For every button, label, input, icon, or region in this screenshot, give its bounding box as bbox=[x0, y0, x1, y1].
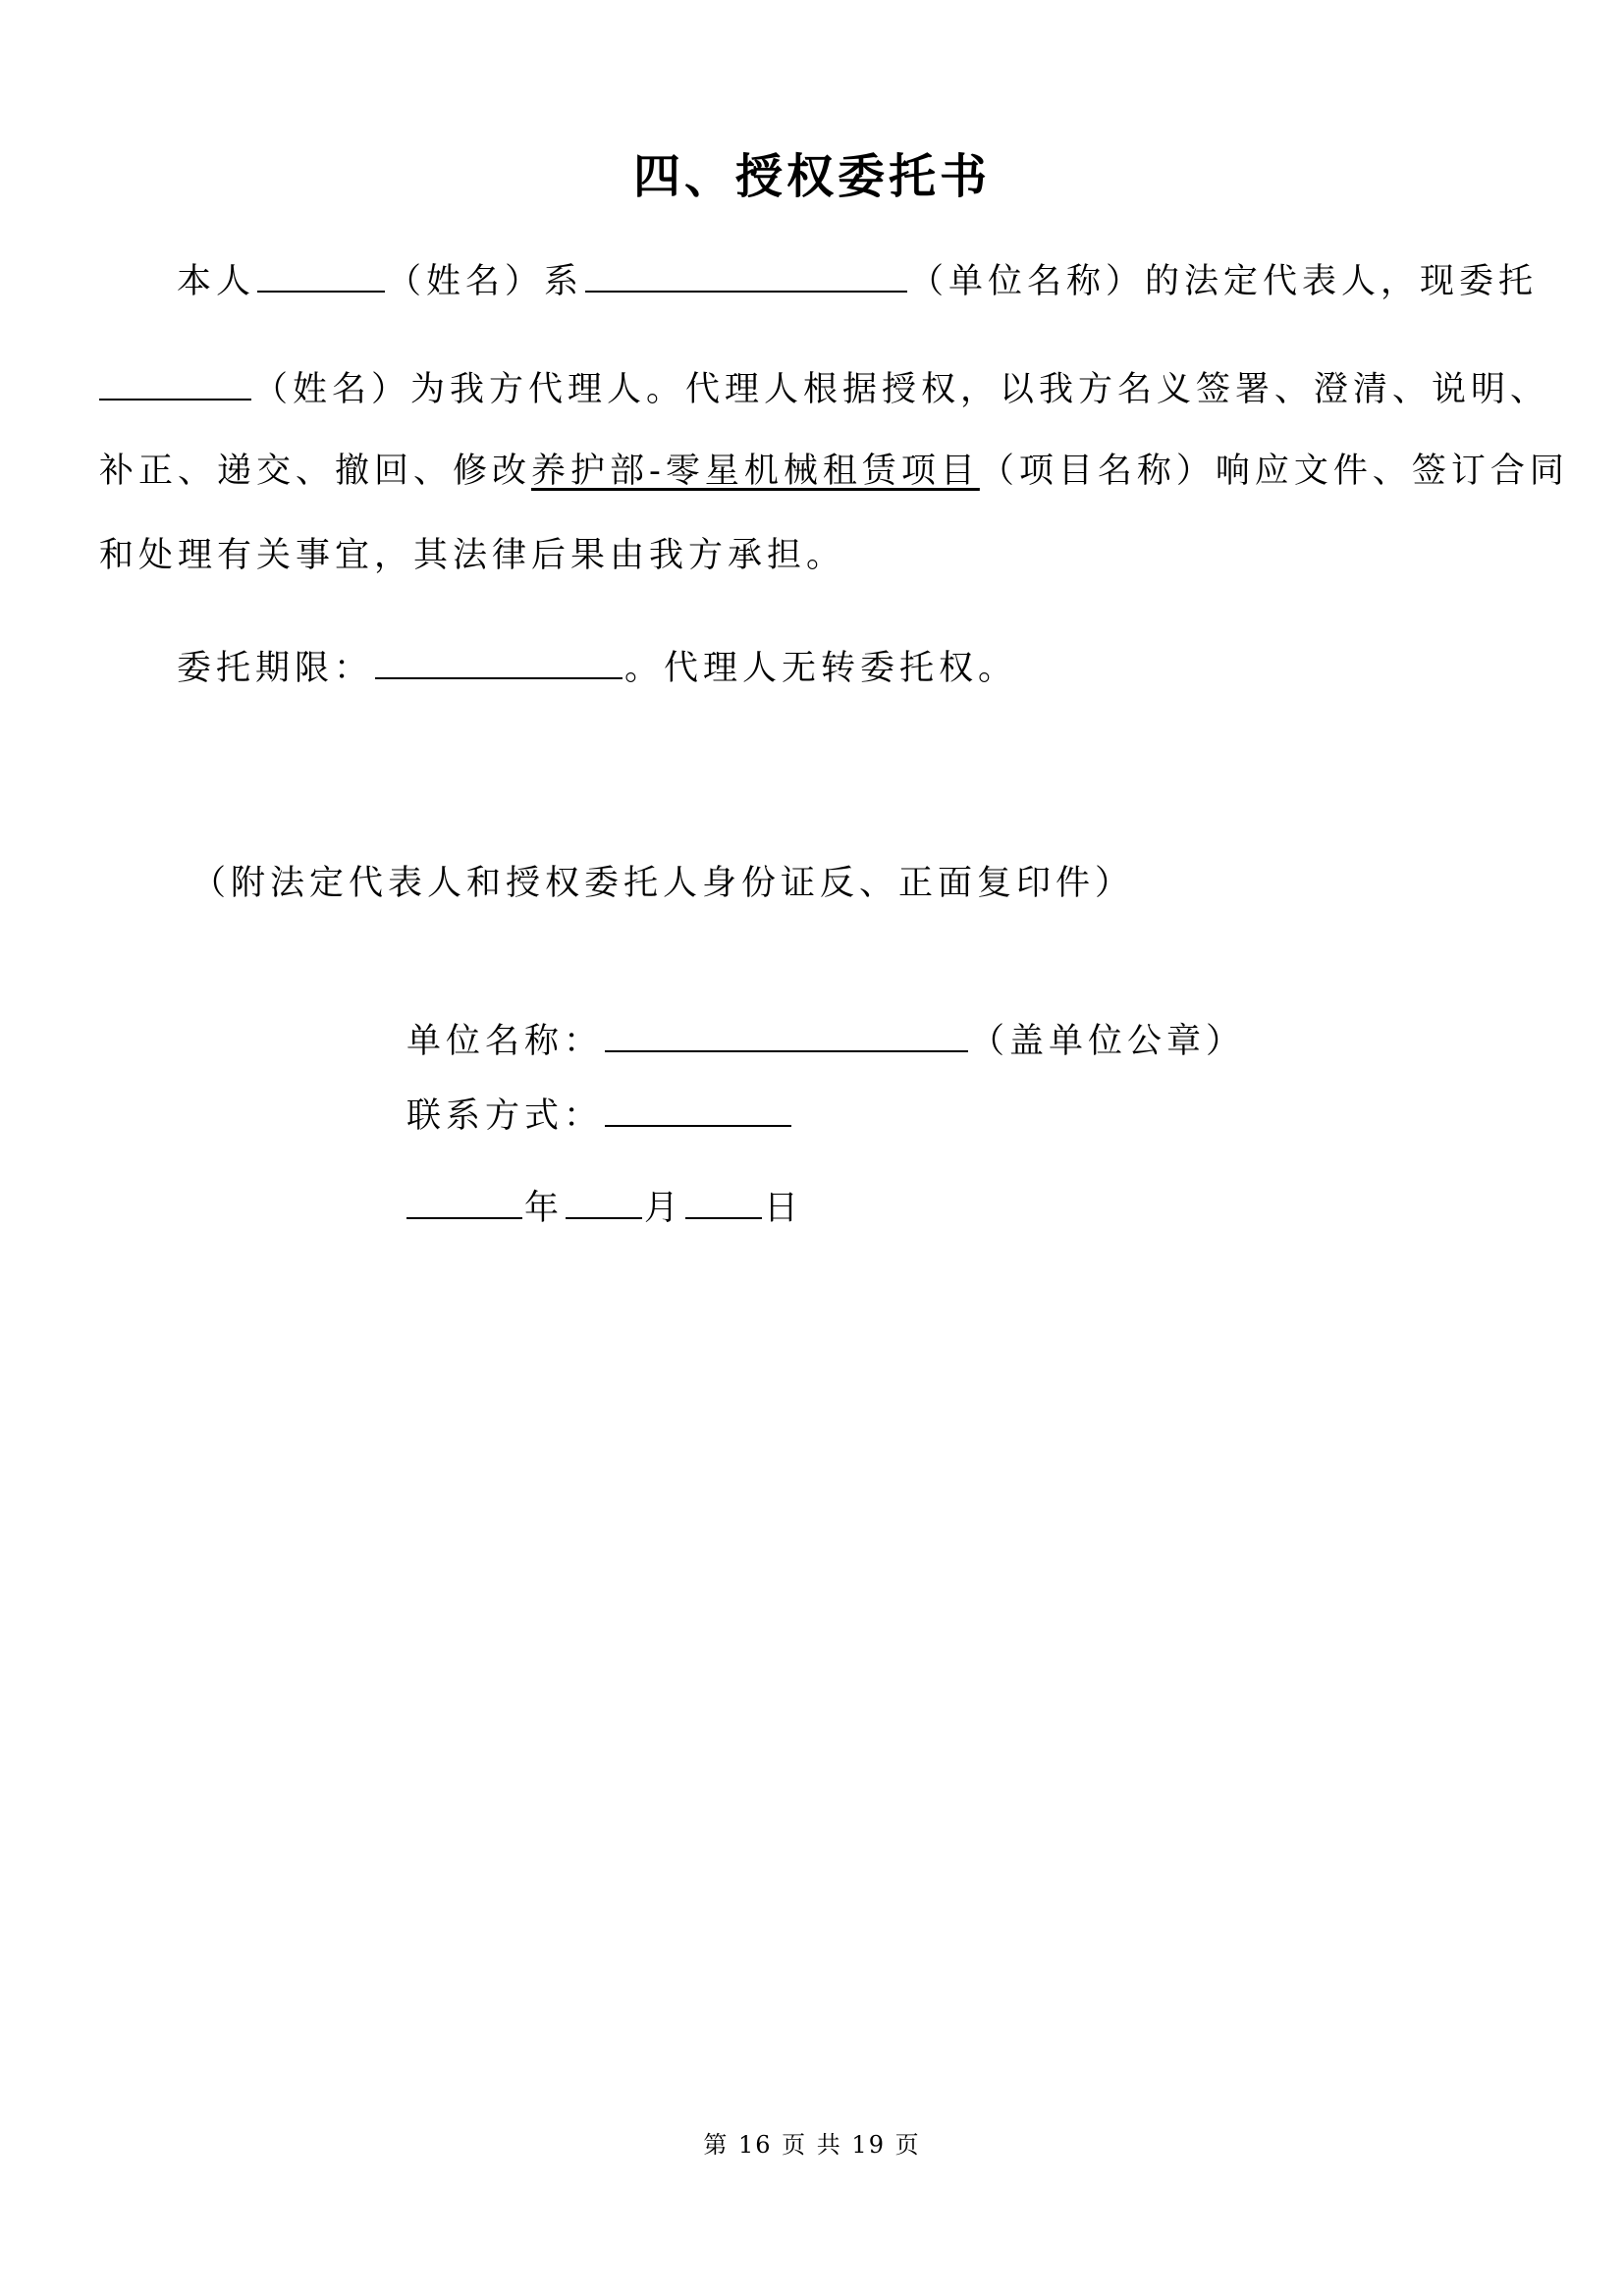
date-line bbox=[406, 1184, 803, 1230]
attachment-note: （附法定代表人和授权委托人身份证反、正面复印件） bbox=[191, 864, 1135, 903]
contact-blank[interactable] bbox=[605, 1092, 791, 1127]
term-line bbox=[177, 644, 1017, 690]
text-segment: 补正、递交、撤回、修改 bbox=[99, 452, 532, 491]
term-blank[interactable] bbox=[375, 644, 623, 679]
paragraph-4 bbox=[99, 534, 845, 577]
year-blank[interactable] bbox=[406, 1184, 522, 1219]
paragraph-2 bbox=[99, 365, 1549, 411]
day-label: 日 bbox=[764, 1189, 804, 1228]
paragraph-3 bbox=[99, 450, 1569, 493]
term-label: 委托期限： bbox=[177, 649, 374, 688]
agent-name-blank[interactable] bbox=[99, 365, 251, 400]
text-segment: （项目名称）响应文件、签订合同 bbox=[979, 452, 1569, 491]
text-segment: （姓名）系 bbox=[387, 262, 584, 301]
unit-name-blank[interactable] bbox=[585, 257, 907, 293]
text-segment: （姓名）为我方代理人。代理人根据授权，以我方名义签署、澄清、说明、 bbox=[253, 370, 1550, 409]
project-name: 养护部-零星机械租赁项目 bbox=[531, 452, 980, 491]
text-segment: 和处理有关事宜，其法律后果由我方承担。 bbox=[99, 536, 846, 575]
unit-blank[interactable] bbox=[605, 1017, 968, 1052]
text-segment: 。代理人无转委托权。 bbox=[624, 649, 1018, 688]
unit-label: 单位名称： bbox=[406, 1022, 604, 1061]
text-segment: 本人 bbox=[177, 262, 256, 301]
month-blank[interactable] bbox=[566, 1184, 642, 1219]
day-blank[interactable] bbox=[685, 1184, 762, 1219]
unit-name-line bbox=[406, 1017, 1245, 1063]
paragraph-1 bbox=[177, 257, 1538, 303]
page-footer: 第 16 页 共 19 页 bbox=[703, 2131, 921, 2159]
name-blank[interactable] bbox=[257, 257, 385, 293]
month-label: 月 bbox=[644, 1189, 684, 1228]
contact-label: 联系方式： bbox=[406, 1096, 604, 1136]
text-segment: （单位名称）的法定代表人，现委托 bbox=[909, 262, 1539, 301]
contact-line bbox=[406, 1092, 793, 1138]
year-label: 年 bbox=[524, 1189, 565, 1228]
document-title: 四、授权委托书 bbox=[632, 149, 991, 204]
seal-note: （盖单位公章） bbox=[970, 1022, 1246, 1061]
